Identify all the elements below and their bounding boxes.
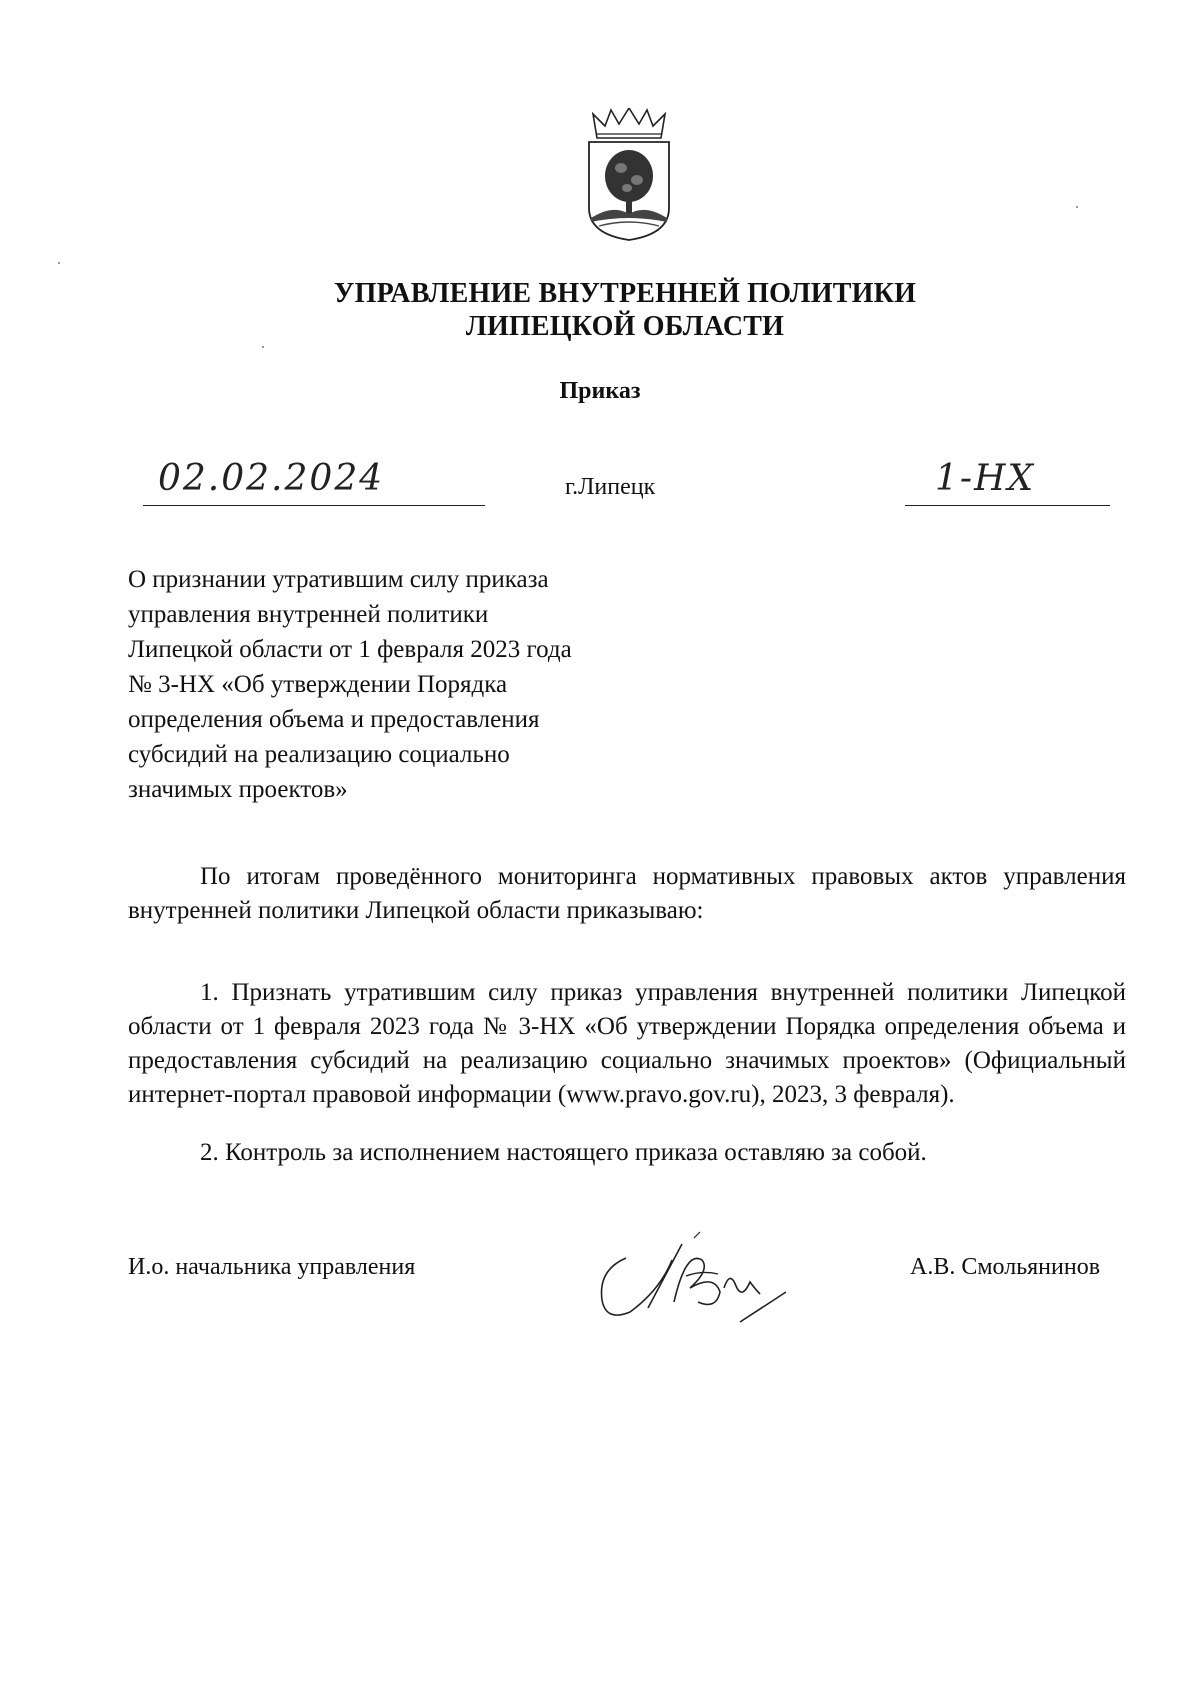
order-item-1: 1. Признать утратившим силу приказ управления внутренней политики Липецкой области от 1 февраля 2023 года № 3-НХ «Об утверждении Порядка определения объема и предоставления субсидий на реализацию социально значимых проектов» (Официальный интернет-портал правовой информации (www.pravo.gov.ru), 2023, 3 февраля). [128,979,1126,1108]
city-label: г.Липецк [565,474,656,500]
intro-paragraph: По итогам проведённого мониторинга нормативных правовых актов управления внутренней политики Липецкой области приказываю: [128,863,1126,924]
organization-name-line-1: УПРАВЛЕНИЕ ВНУТРЕННЕЙ ПОЛИТИКИ [333,278,917,309]
date-underline [143,505,485,506]
subject-line: управления внутренней политики [128,601,489,628]
document-type: Приказ [559,378,641,404]
scan-speck [1076,206,1078,208]
subject-line: Липецкой области от 1 февраля 2023 года [128,636,572,663]
handwritten-date: 02.02.2024 [158,458,385,499]
signatory-name: А.В. Смольянинов [910,1254,1101,1280]
scan-speck [262,346,264,348]
organization-name-line-2: ЛИПЕЦКОЙ ОБЛАСТИ [465,311,785,342]
signatory-role: И.о. начальника управления [128,1254,416,1280]
number-underline [905,505,1110,506]
order-item-2: 2. Контроль за исполнением настоящего приказа оставляю за собой. [200,1139,927,1166]
coat-of-arms-icon [583,108,675,242]
subject-line: О признании утратившим силу приказа [128,566,549,593]
subject-line: значимых проектов» [128,776,348,803]
subject-line: субсидий на реализацию социально [128,741,510,768]
order-subject [128,562,688,807]
scan-speck [58,262,60,264]
handwritten-order-number: 1-НХ [935,458,1036,499]
signature-icon [590,1230,800,1340]
subject-line: № 3-НХ «Об утверждении Порядка [128,671,508,698]
subject-line: определения объема и предоставления [128,706,540,733]
